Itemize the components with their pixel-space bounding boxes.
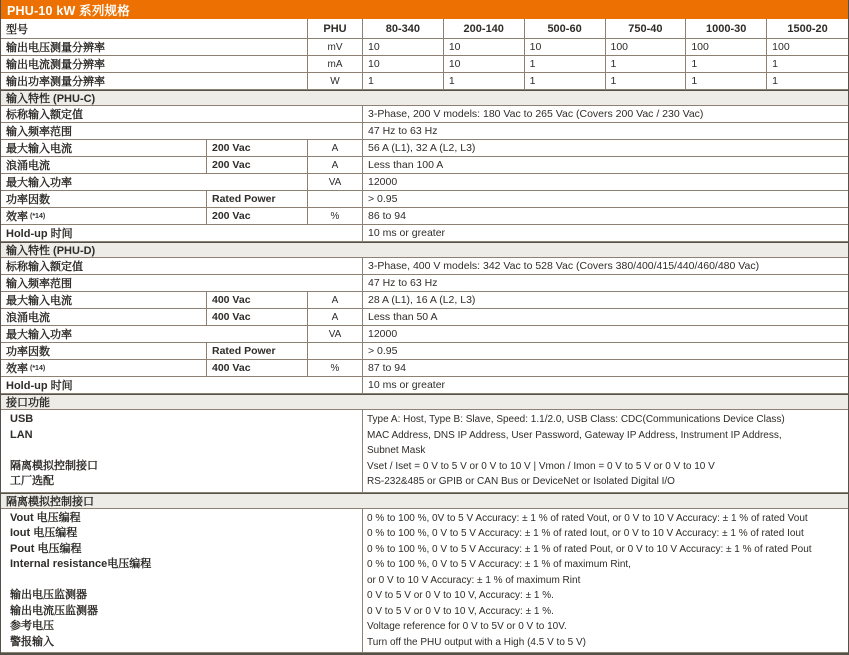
spec-row [1, 292, 848, 309]
value-cell: 100 [606, 39, 687, 55]
spec-row [1, 326, 848, 343]
spec-label: 功率因数 [1, 191, 207, 207]
value-cell: 10 ms or greater [368, 379, 446, 391]
value-cell: 3-Phase, 200 V models: 180 Vac to 265 Vac (Covers 200 Vac / 230 Vac) [368, 108, 704, 120]
block-label-line: USB [10, 413, 34, 425]
footnote-marker: (*14) [30, 364, 46, 372]
value-cell: 1 [772, 75, 778, 87]
spec-label: 最大输入功率 [1, 174, 308, 190]
spec-row [1, 343, 848, 360]
value-cell: 1 [525, 56, 606, 72]
value-cell: 1 [606, 56, 687, 72]
model-col-label: 型号 [1, 19, 308, 38]
section-header-row [1, 394, 848, 410]
spec-label: 效率 (*14) [1, 360, 207, 376]
block-value-line: Type A: Host, Type B: Slave, Speed: 1.1/2.0, USB Class: CDC(Communications Device Class) [367, 414, 785, 425]
unit-cell: VA [308, 326, 363, 342]
spec-label: 输出电压测量分辨率 [1, 39, 308, 55]
block-value-line: Voltage reference for 0 V to 5V or 0 V to 10V. [367, 621, 567, 632]
block-label-line: Pout 电压编程 [10, 542, 82, 555]
block-label-column [1, 509, 363, 653]
block-label-line: 工厂选配 [10, 475, 54, 487]
condition-cell: 200 Vac [207, 208, 308, 224]
value-cell: > 0.95 [368, 345, 398, 357]
spec-label: 浪涌电流 [1, 157, 207, 173]
value-cell: 10 [363, 56, 444, 72]
spec-row [1, 174, 848, 191]
block-value-column [363, 410, 848, 492]
model-header-cell: 1500-20 [787, 22, 828, 35]
section-heading: 隔离模拟控制接口 [6, 495, 94, 508]
block-value-line: 0 % to 100 %, 0 V to 5 V Accuracy: ± 1 % of maximum Rint, [367, 559, 631, 570]
section-header-row [1, 90, 848, 106]
block-label-column [1, 410, 363, 492]
value-cell: 1 [525, 73, 606, 89]
unit-cell [308, 343, 363, 359]
block-label-line: Vout 电压编程 [10, 511, 81, 524]
spec-row [1, 191, 848, 208]
spec-block-row [1, 410, 848, 493]
unit-cell: A [308, 292, 363, 308]
value-cell: 1 [606, 73, 687, 89]
model-header-cell: 1000-30 [686, 19, 767, 38]
value-cell: Less than 100 A [368, 159, 444, 171]
model-header-cell: 500-60 [525, 19, 606, 38]
block-value-line: 0 % to 100 %, 0V to 5 V Accuracy: ± 1 % of rated Vout, or 0 V to 10 V Accuracy: ± 1 % of rated Vout [367, 512, 808, 524]
value-cell: 10 ms or greater [368, 227, 446, 239]
block-value-line: RS-232&485 or GPIB or CAN Bus or DeviceNet or Isolated Digital I/O [367, 476, 675, 487]
page-title: PHU-10 kW 系列规格 [7, 3, 130, 18]
spec-row [1, 309, 848, 326]
block-label-line: 隔离模拟控制接口 [10, 459, 98, 472]
spec-label: 标称输入额定值 [1, 258, 363, 274]
unit-cell: mA [308, 56, 363, 72]
condition-cell: Rated Power [207, 191, 308, 207]
block-label-line [5, 443, 358, 459]
block-value-column [363, 509, 848, 653]
block-value-line: Vset / Iset = 0 V to 5 V or 0 V to 10 V | Vmon / Imon = 0 V to 5 V or 0 V to 10 V [367, 460, 715, 472]
spec-label: 最大输入电流 [1, 140, 207, 156]
value-cell: 10 [363, 39, 444, 55]
spec-label: 最大输入功率 [1, 326, 308, 342]
block-label-line: Iout 电压编程 [10, 527, 78, 539]
value-cell: 87 to 94 [368, 362, 406, 374]
condition-cell: 200 Vac [207, 140, 308, 156]
value-cell: 1 [772, 58, 778, 70]
value-cell: 1 [686, 73, 767, 89]
footnote-marker: (*14) [30, 212, 46, 220]
spec-row [1, 225, 848, 242]
spec-row [1, 123, 848, 140]
block-label-line: 参考电压 [10, 620, 54, 632]
value-cell: 1 [686, 56, 767, 72]
spec-label: 效率 (*14) [1, 208, 207, 224]
block-label-line: LAN [10, 428, 33, 441]
spec-row [1, 258, 848, 275]
model-header-cell: 80-340 [363, 19, 444, 38]
spec-label: 标称输入额定值 [1, 106, 363, 122]
spec-label: 输入频率范围 [1, 275, 363, 291]
spec-label: 输出功率测量分辨率 [1, 73, 308, 89]
condition-cell: 400 Vac [207, 360, 308, 376]
value-cell: 86 to 94 [368, 210, 406, 222]
value-cell: 47 Hz to 63 Hz [368, 125, 438, 137]
spec-row [1, 377, 848, 394]
model-header-cell: 750-40 [606, 19, 687, 38]
value-cell: 1 [444, 73, 525, 89]
unit-cell: W [308, 73, 363, 89]
value-cell: 100 [772, 41, 790, 53]
block-value-line: Turn off the PHU output with a High (4.5 V to 5 V) [367, 636, 586, 648]
block-label-line [5, 573, 358, 589]
value-cell: 28 A (L1), 16 A (L2, L3) [368, 294, 476, 306]
spec-label: 浪涌电流 [1, 309, 207, 325]
value-cell: 1 [363, 73, 444, 89]
spec-label: 最大输入电流 [1, 292, 207, 308]
block-value-line: 0 % to 100 %, 0 V to 5 V Accuracy: ± 1 % of rated Pout, or 0 V to 10 V Accuracy: ± 1 % of rated Pout [367, 543, 812, 555]
block-label-line: Internal resistance电压编程 [10, 558, 152, 570]
section-heading: 输入特性 (PHU-D) [6, 245, 96, 257]
unit-cell: % [308, 208, 363, 224]
model-header-cell: 200-140 [444, 19, 525, 38]
spec-row [1, 157, 848, 174]
value-cell: 10 [444, 39, 525, 55]
condition-cell: 400 Vac [207, 309, 308, 325]
resolution-row [1, 56, 848, 73]
spec-row [1, 275, 848, 292]
value-cell: 47 Hz to 63 Hz [368, 277, 438, 289]
value-cell: Less than 50 A [368, 311, 438, 323]
unit-cell: A [308, 140, 363, 156]
spec-row [1, 208, 848, 225]
unit-cell: VA [308, 174, 363, 190]
block-value-line: Subnet Mask [367, 445, 426, 456]
block-value-line: 0 V to 5 V or 0 V to 10 V, Accuracy: ± 1 %. [367, 605, 554, 617]
spec-row [1, 140, 848, 157]
models-header-row [1, 19, 848, 39]
value-cell: > 0.95 [368, 193, 398, 205]
block-value-line: 0 V to 5 V or 0 V to 10 V, Accuracy: ± 1 %. [367, 590, 554, 601]
value-cell: 12000 [368, 328, 398, 340]
sheet-title-bar [1, 0, 848, 19]
unit-cell: % [308, 360, 363, 376]
section-heading: 接口功能 [6, 397, 50, 409]
resolution-row [1, 73, 848, 90]
block-value-line: MAC Address, DNS IP Address, User Password, Gateway IP Address, Instrument IP Address, [367, 429, 782, 441]
section-heading: 输入特性 (PHU-C) [6, 93, 96, 105]
condition-cell: 200 Vac [207, 157, 308, 173]
spec-table [1, 19, 848, 653]
spec-label: Hold-up 时间 [1, 377, 363, 393]
spec-block-row [1, 509, 848, 654]
value-cell: 100 [686, 39, 767, 55]
value-cell: 3-Phase, 400 V models: 342 Vac to 528 Vac (Covers 380/400/415/440/460/480 Vac) [368, 260, 760, 272]
value-cell: 12000 [368, 176, 398, 188]
spec-label: 输出电流测量分辨率 [1, 56, 308, 72]
section-header-row [1, 242, 848, 258]
resolution-row [1, 39, 848, 56]
unit-cell [308, 191, 363, 207]
block-value-line: or 0 V to 10 V Accuracy: ± 1 % of maximum Rint [367, 574, 581, 586]
value-cell: 56 A (L1), 32 A (L2, L3) [368, 142, 476, 154]
spec-label: 功率因数 [1, 343, 207, 359]
block-label-line: 输出电流压监测器 [10, 604, 98, 617]
unit-cell: A [308, 157, 363, 173]
block-value-line: 0 % to 100 %, 0 V to 5 V Accuracy: ± 1 % of rated Iout, or 0 V to 10 V Accuracy: ± 1 % of rated Iout [367, 528, 804, 539]
value-cell: 10 [444, 56, 525, 72]
value-cell: 10 [525, 39, 606, 55]
unit-cell: mV [308, 39, 363, 55]
spec-label: 输入频率范围 [1, 123, 363, 139]
unit-cell: A [308, 309, 363, 325]
spec-row [1, 360, 848, 377]
block-label-line: 警报输入 [10, 635, 54, 648]
condition-cell: 400 Vac [207, 292, 308, 308]
block-label-line: 输出电压监测器 [10, 589, 87, 601]
spec-label: Hold-up 时间 [1, 225, 363, 241]
spec-row [1, 106, 848, 123]
section-header-row [1, 493, 848, 509]
phu-col-label: PHU [308, 19, 363, 38]
condition-cell: Rated Power [207, 343, 308, 359]
